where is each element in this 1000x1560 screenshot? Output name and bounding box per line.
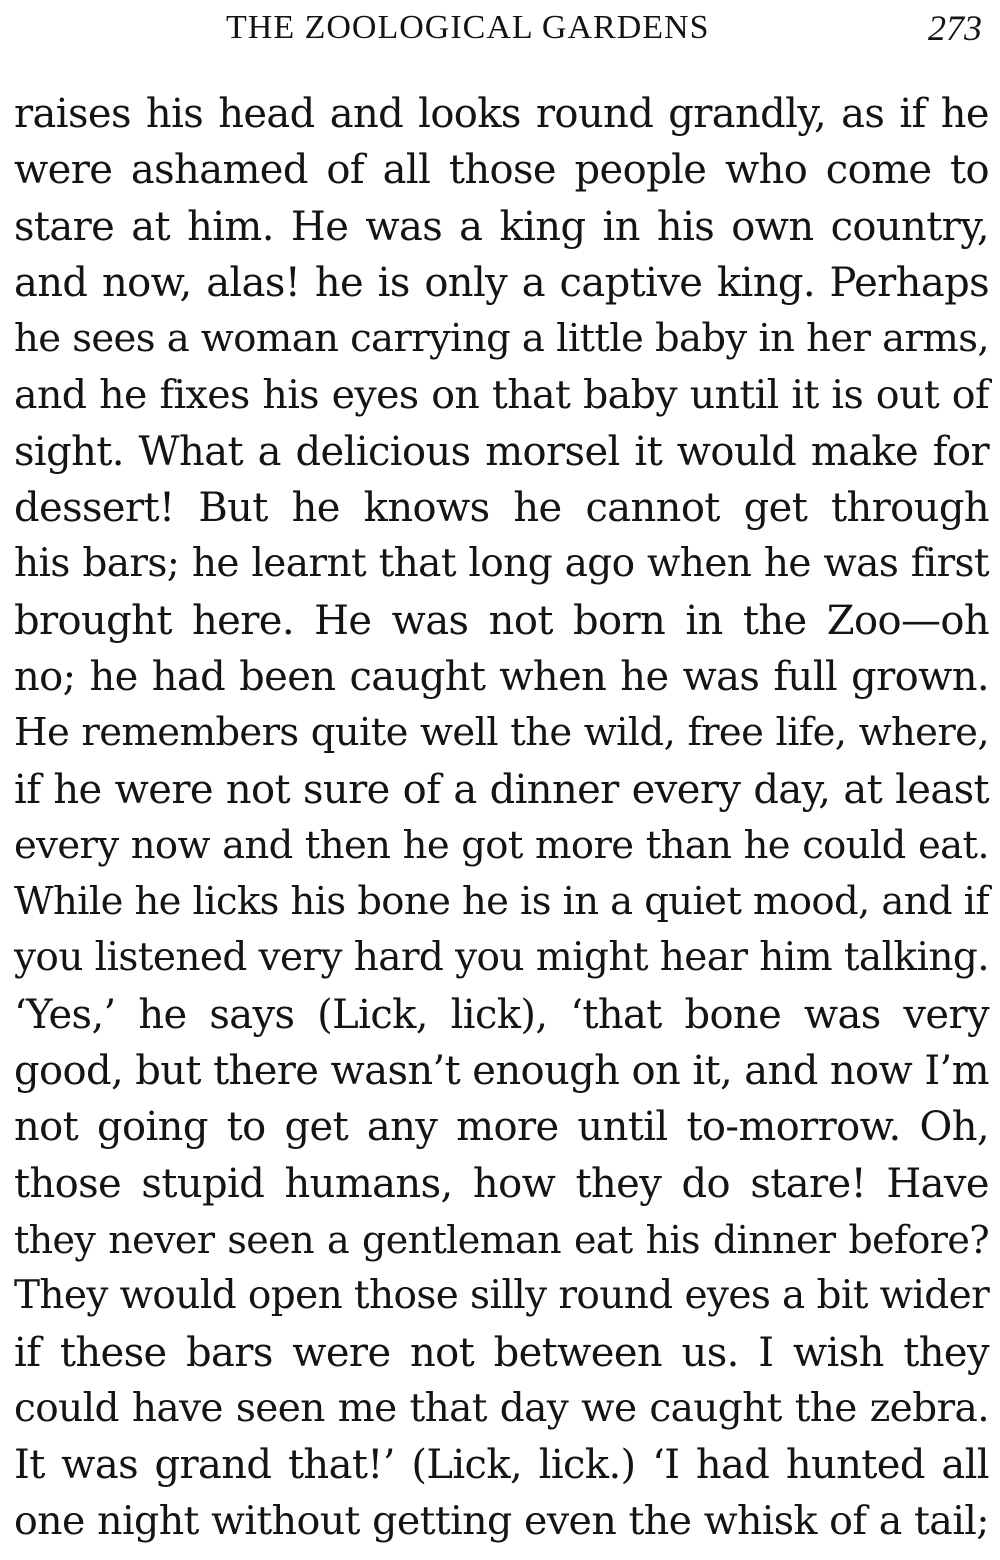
text-line: dessert! But he knows he cannot get through xyxy=(14,485,989,532)
text-line: good, but there wasn’t enough on it, and now I’m xyxy=(14,1048,989,1095)
text-line: could have seen me that day we caught the zebra. xyxy=(14,1385,989,1431)
text-line: those stupid humans, how they do stare! Have xyxy=(14,1160,989,1207)
text-line: He remembers quite well the wild, free life, where, xyxy=(14,710,989,756)
text-line: he sees a woman carrying a little baby in her arms, xyxy=(14,316,989,362)
text-line: if he were not sure of a dinner every day, at least xyxy=(14,766,989,813)
text-line: They would open those silly round eyes a bit wider xyxy=(14,1273,990,1319)
text-line: stare at him. He was a king in his own country, xyxy=(14,203,989,250)
text-line: and now, alas! he is only a captive king. Perhaps xyxy=(14,259,989,306)
text-line: raises his head and looks round grandly, as if he xyxy=(14,91,989,137)
text-line: sight. What a delicious morsel it would make for xyxy=(14,428,989,475)
text-line: were ashamed of all those people who come to xyxy=(14,147,989,194)
page-header xyxy=(0,0,1000,60)
running-title: THE ZOOLOGICAL GARDENS xyxy=(226,9,710,46)
text-line: you listened very hard you might hear him talking. xyxy=(14,935,989,981)
text-line: they never seen a gentleman eat his dinner before? xyxy=(14,1217,989,1262)
text-line: one night without getting even the whisk of a tail; xyxy=(14,1498,989,1545)
text-line: ‘Yes,’ he says (Lick, lick), ‘that bone was very xyxy=(14,991,989,1038)
text-line: no; he had been caught when he was full grown. xyxy=(14,653,989,700)
text-line: his bars; he learnt that long ago when he was first xyxy=(14,541,989,587)
body-text xyxy=(14,86,989,1550)
page-number: 273 xyxy=(928,8,982,48)
text-line: While he licks his bone he is in a quiet mood, and if xyxy=(14,879,989,925)
text-line: and he fixes his eyes on that baby until it is out of xyxy=(14,372,989,419)
text-line: if these bars were not between us. I wish they xyxy=(14,1329,989,1376)
text-line: not going to get any more until to-morrow. Oh, xyxy=(14,1104,989,1151)
text-line: brought here. He was not born in the Zoo—oh xyxy=(14,597,989,644)
text-line: every now and then he got more than he could eat. xyxy=(14,822,989,868)
text-line: It was grand that!’ (Lick, lick.) ‘I had hunted all xyxy=(14,1442,989,1489)
